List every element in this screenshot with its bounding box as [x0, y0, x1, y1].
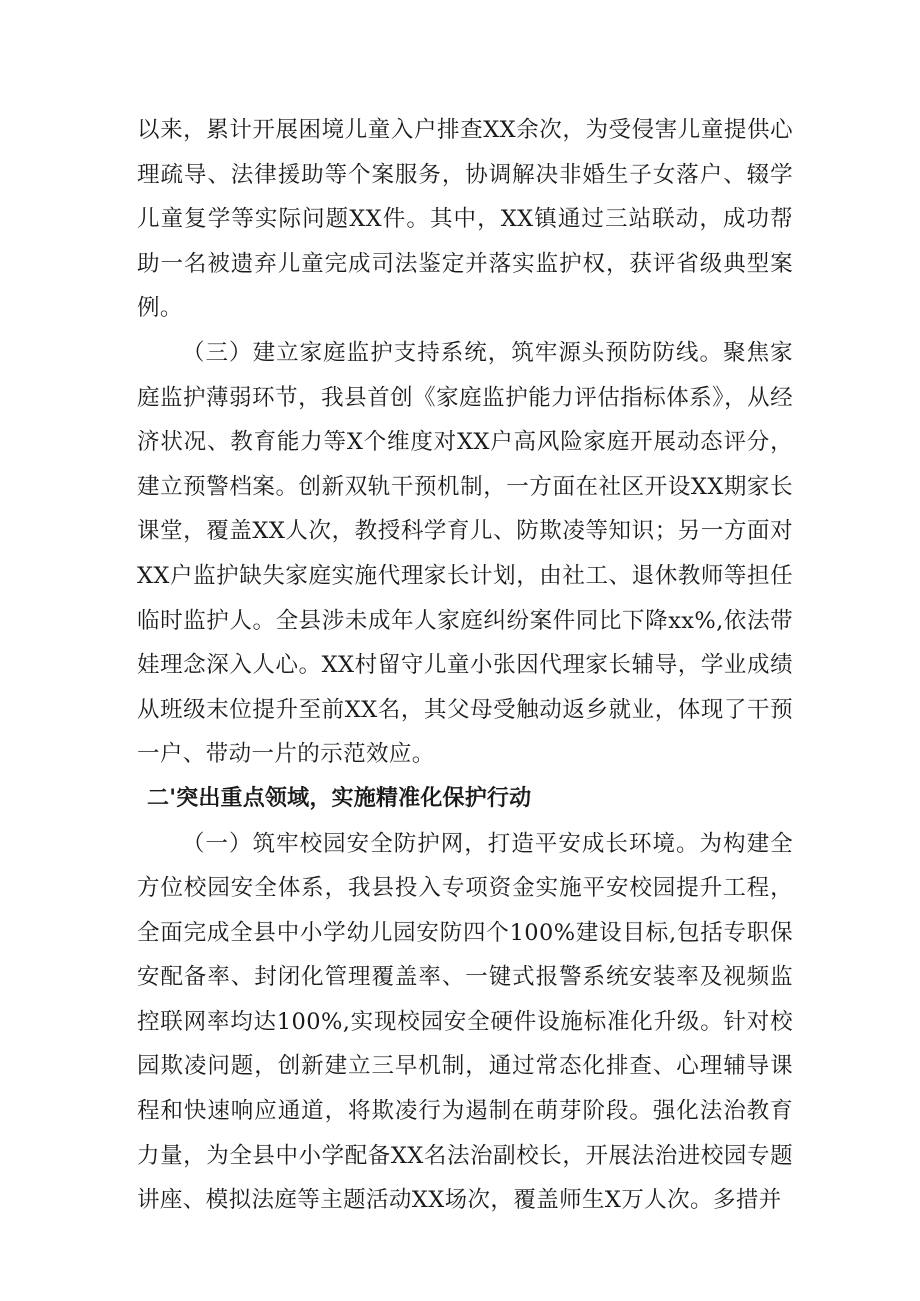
- section-heading-two: 二'突出重点领域，实施精准化保护行动: [147, 785, 532, 811]
- paragraph-continuation: 以来，累计开展困境儿童入户排查XX余次，为受侵害儿童提供心理疏导、法律援助等个案服务，协调解决非婚生子女落户、辍学儿童复学等实际问题XX件。其中，XX镇通过三站联动，成功帮助一名被遗弃儿童完成司法鉴定并落实监护权，获评省级典型案例。: [137, 117, 793, 322]
- document-body: [137, 108, 793, 1223]
- paragraph-family-guardianship: （三）建立家庭监护支持系统，筑牢源头预防防线。聚焦家庭监护薄弱环节，我县首创《家庭监护能力评估指标体系》，从经济状况、教育能力等X个维度对XX户高风险家庭开展动态评分，建立预警档案。创新双轨干预机制，一方面在社区开设XX期家长课堂，覆盖XX人次，教授科学育儿、防欺凌等知识；另一方面对XX户监护缺失家庭实施代理家长计划，由社工、退休教师等担任临时监护人。全县涉未成年人家庭纠纷案件同比下降xx%,依法带娃理念深入人心。XX村留守儿童小张因代理家长辅导，学业成绩从班级末位提升至前XX名，其父母受触动返乡就业，体现了干预一户、带动一片的示范效应。: [137, 339, 793, 768]
- paragraph-campus-safety: （一）筑牢校园安全防护网，打造平安成长环境。为构建全方位校园安全体系，我县投入专项资金实施平安校园提升工程，全面完成全县中小学幼儿园安防四个100%建设目标,包括专职保安配备率、封闭化管理覆盖率、一键式报警系统安装率及视频监控联网率均达100%,实现校园安全硬件设施标准化升级。针对校园欺凌问题，创新建立三早机制，通过常态化排查、心理辅导课程和快速响应通道，将欺凌行为遏制在萌芽阶段。强化法治教育力量，为全县中小学配备XX名法治副校长，开展法治进校园专题讲座、模拟法庭等主题活动XX场次，覆盖师生X万人次。多措并: [137, 830, 793, 1214]
